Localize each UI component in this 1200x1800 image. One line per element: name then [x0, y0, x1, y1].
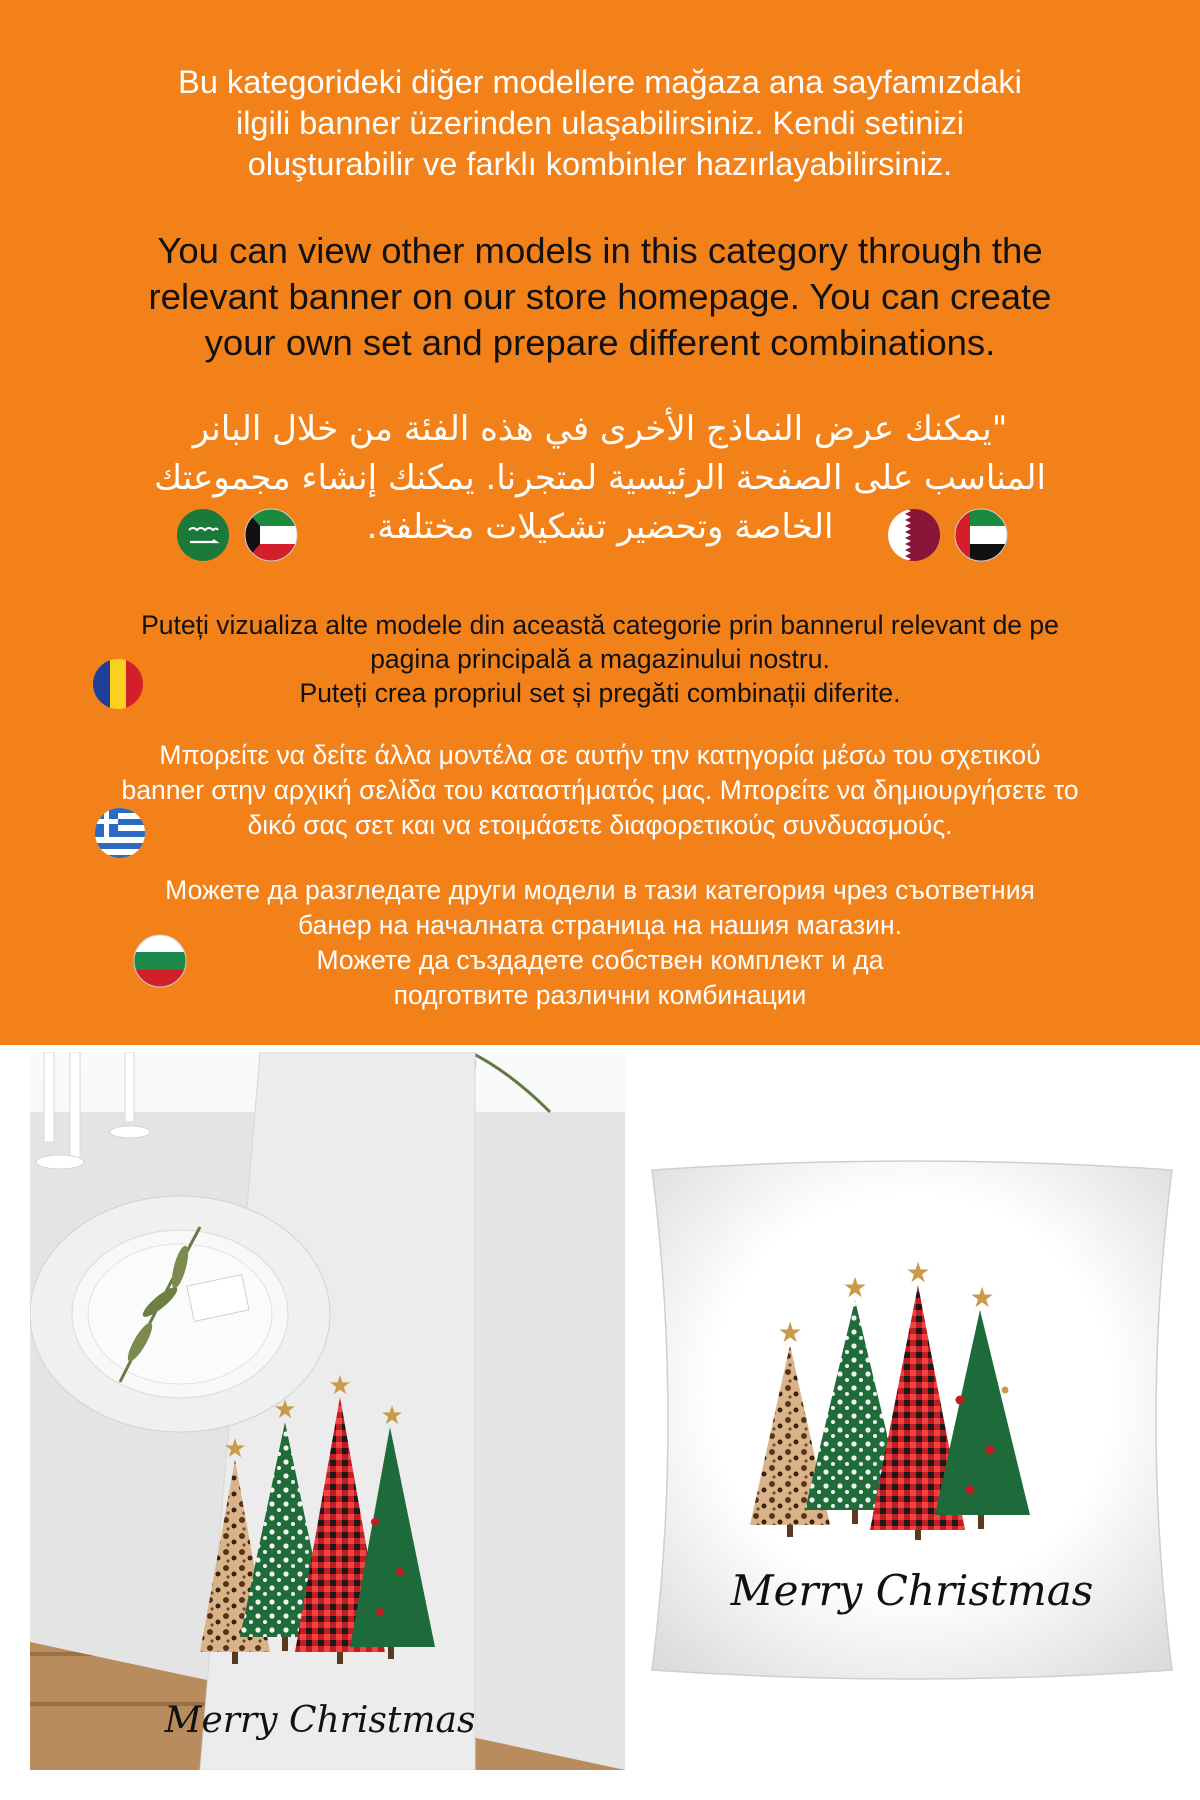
table-runner-photo — [30, 1052, 625, 1770]
greece-flag-icon — [94, 807, 146, 859]
qatar-flag-icon — [887, 508, 941, 562]
runner-print-text: Merry Christmas — [164, 1700, 476, 1741]
romanian-text — [0, 608, 1200, 710]
svg-text:★: ★ — [842, 1271, 868, 1304]
english-line: your own set and prepare different combinations. — [204, 322, 996, 363]
romanian-line: Puteți vizualiza alte modele din această categorie prin bannerul relevant de pe — [141, 610, 1059, 640]
romanian-line: pagina principală a magazinului nostru. — [370, 644, 830, 674]
greek-line: banner στην αρχική σελίδα του καταστήματός μας. Μπορείτε να δημιουργήσετε το — [121, 775, 1079, 805]
pillow-print-text: Merry Christmas — [730, 1566, 1094, 1615]
pillow-photo — [640, 1160, 1185, 1680]
svg-text:★: ★ — [777, 1316, 803, 1349]
svg-text:★: ★ — [380, 1401, 404, 1431]
svg-text:★: ★ — [905, 1256, 931, 1289]
english-line: relevant banner on our store homepage. You can create — [148, 276, 1052, 317]
arabic-line: المناسب على الصفحة الرئيسية لمتجرنا. يمكنك إنشاء مجموعتك — [154, 458, 1046, 498]
bulgaria-flag-icon — [133, 934, 187, 988]
greek-line: δικό σας σετ και να ετοιμάσετε διαφορετικούς συνδυασμούς. — [247, 810, 953, 840]
pillow-illustration — [640, 1160, 1185, 1680]
romanian-line: Puteți crea propriul set și pregăti combinații diferite. — [299, 678, 901, 708]
bulgarian-line: Можете да създадете собствен комплект и да — [316, 945, 884, 975]
kuwait-flag-icon — [244, 508, 298, 562]
turkish-text — [0, 62, 1200, 185]
english-line: You can view other models in this category through the — [157, 230, 1043, 271]
bulgarian-line: подготвите различни комбинации — [393, 980, 807, 1010]
svg-text:★: ★ — [969, 1281, 995, 1314]
bulgarian-line: банер на началната страница на нашия магазин. — [298, 910, 902, 940]
svg-text:★: ★ — [223, 1434, 247, 1464]
turkish-line: ilgili banner üzerinden ulaşabilirsiniz. Kendi setinizi — [235, 105, 965, 141]
english-text — [0, 228, 1200, 366]
saudi-arabia-flag-icon — [176, 508, 230, 562]
svg-text:★: ★ — [273, 1395, 297, 1425]
table-runner-illustration — [30, 1052, 625, 1770]
svg-text:★: ★ — [328, 1371, 352, 1401]
greek-line: Μπορείτε να δείτε άλλα μοντέλα σε αυτήν την κατηγορία μέσω του σχετικού — [159, 740, 1041, 770]
turkish-line: Bu kategorideki diğer modellere mağaza ana sayfamızdaki — [178, 64, 1022, 100]
bulgarian-line: Можете да разгледате други модели в тази категория чрез съответния — [165, 875, 1035, 905]
arabic-line: "يمكنك عرض النماذج الأخرى في هذه الفئة من خلال البانر — [192, 409, 1008, 449]
uae-flag-icon — [954, 508, 1008, 562]
greek-text — [0, 738, 1200, 843]
turkish-line: oluşturabilir ve farklı kombinler hazırlayabilirsiniz. — [247, 146, 953, 182]
arabic-line: الخاصة وتحضير تشكيلات مختلفة. — [366, 507, 834, 547]
romania-flag-icon — [92, 658, 144, 710]
